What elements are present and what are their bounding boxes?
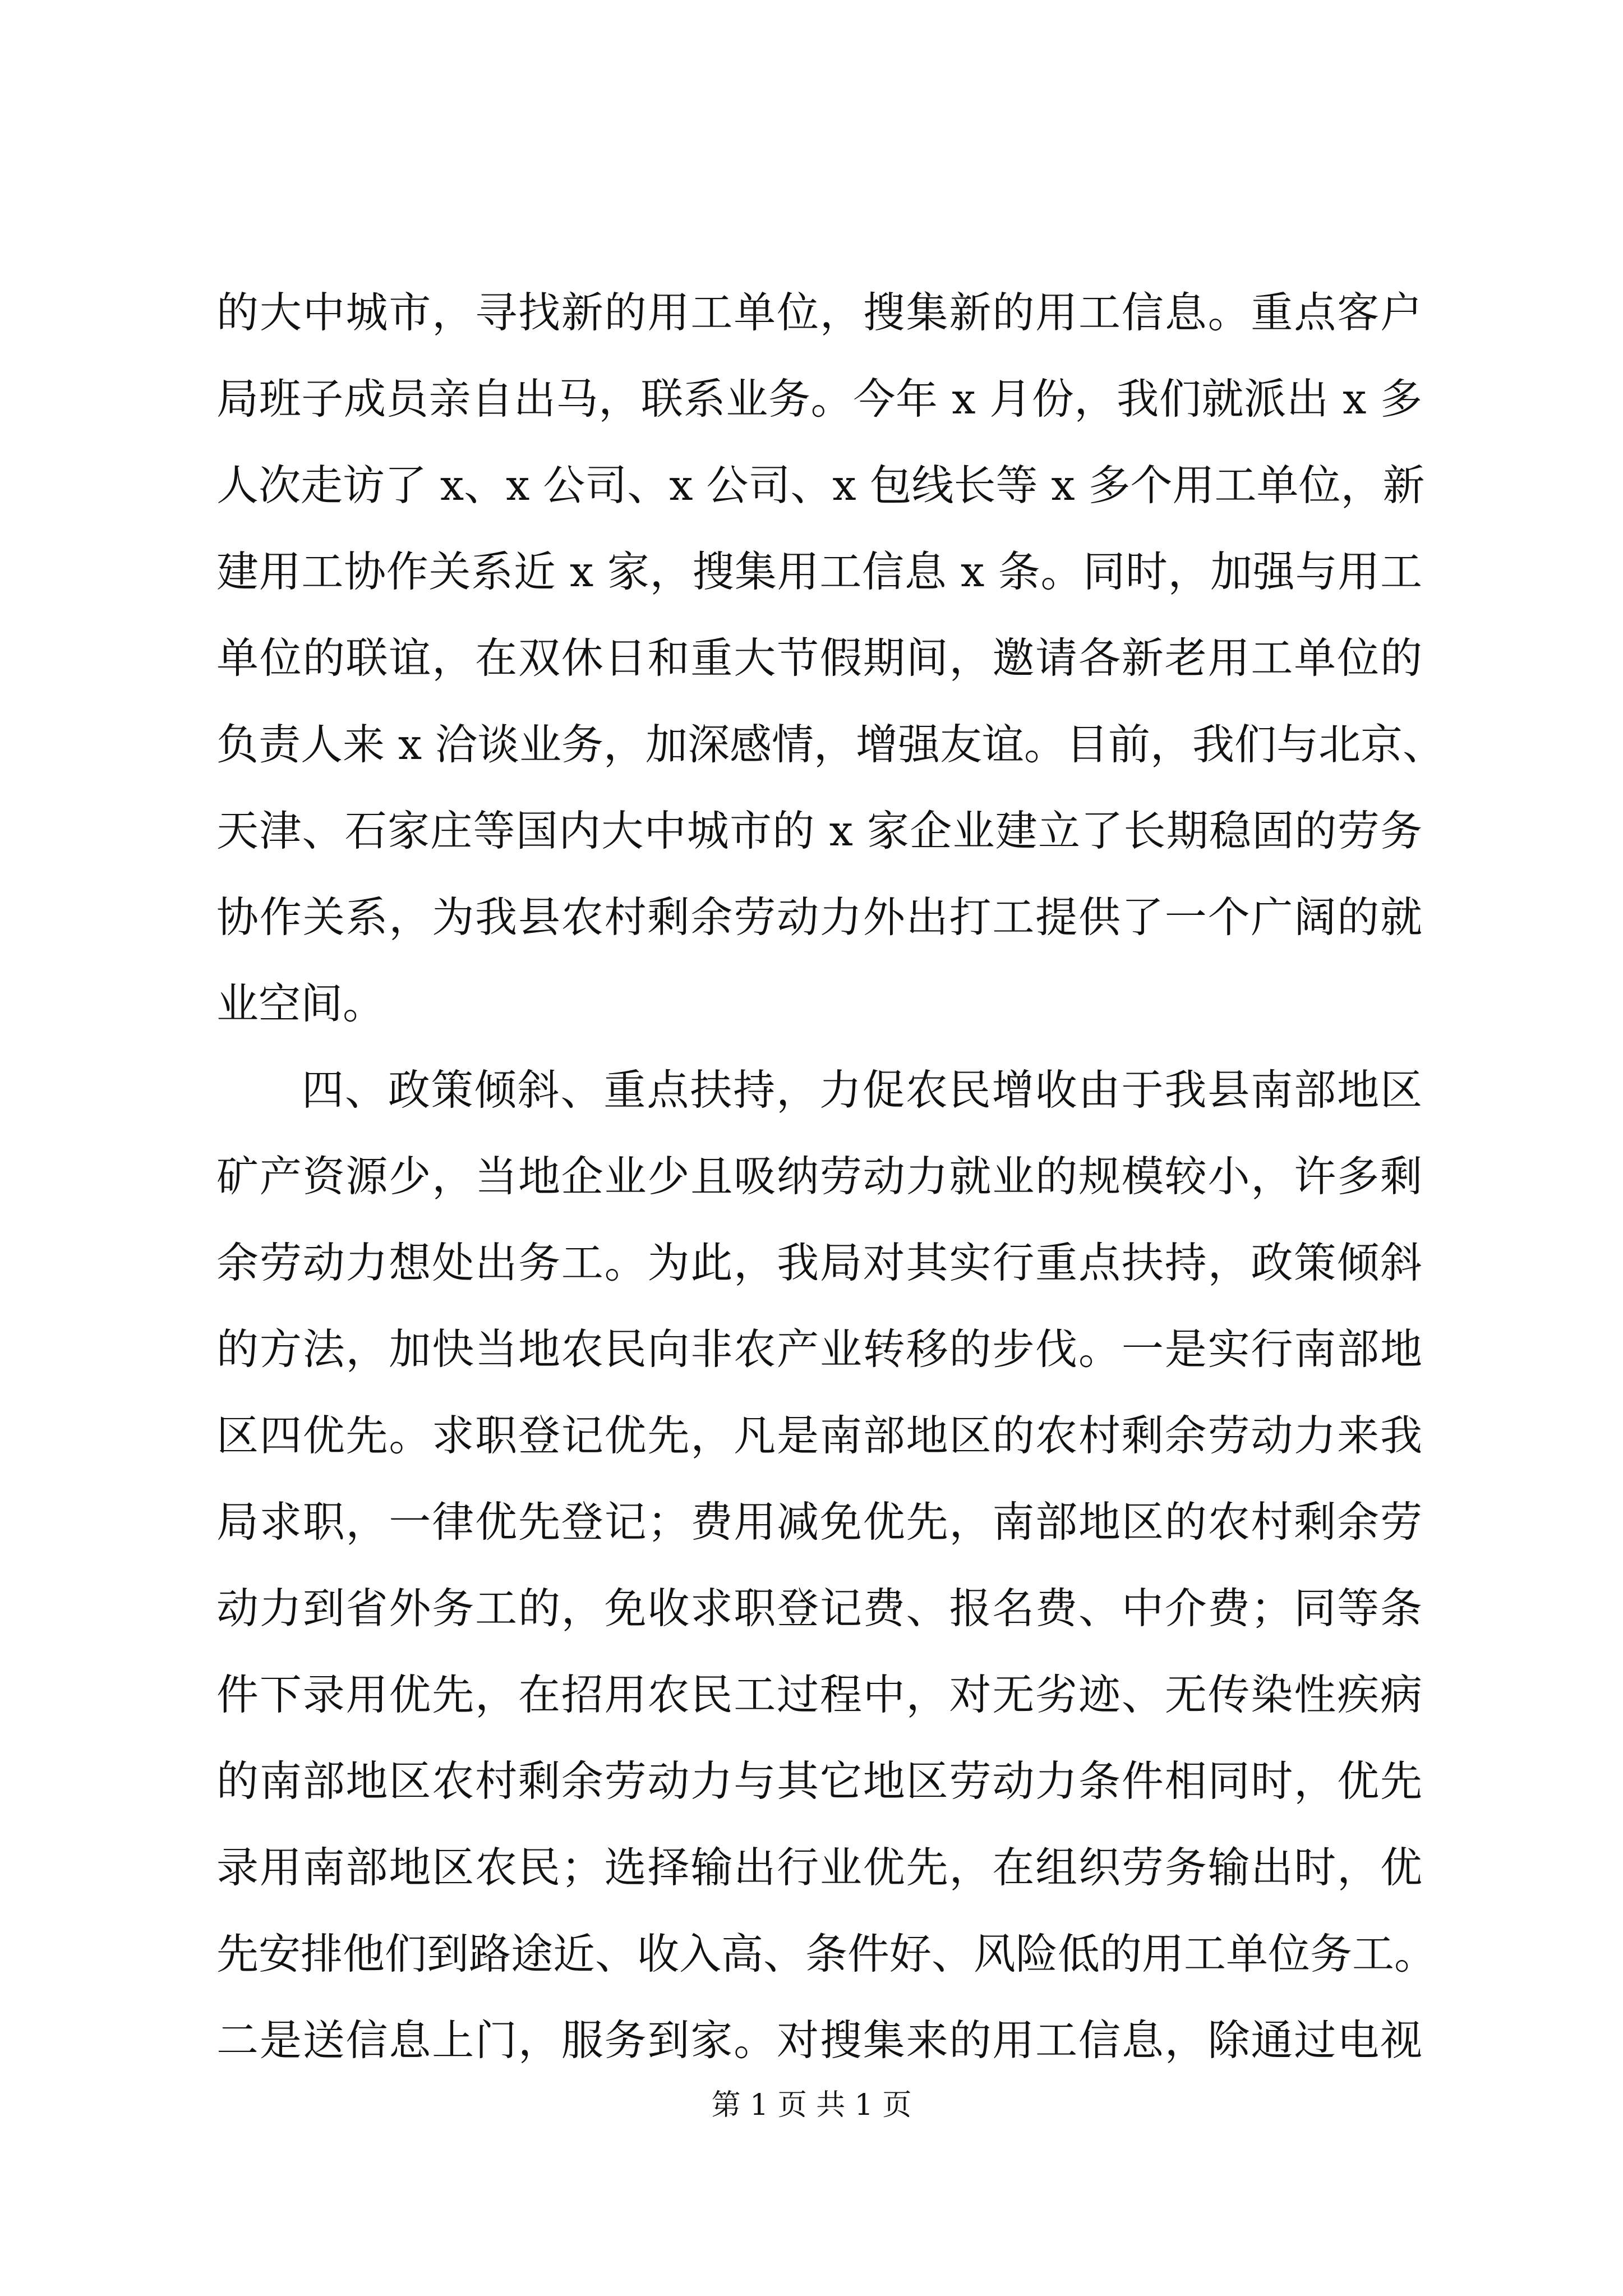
text-line: 区四优先。求职登记优先，凡是南部地区的农村剩余劳动力来我	[216, 1411, 1422, 1460]
text-line: 余劳动力想处出务工。为此，我局对其实行重点扶持，政策倾斜	[216, 1238, 1422, 1287]
text-line: 动力到省外务工的，免收求职登记费、报名费、中介费；同等条	[216, 1584, 1422, 1633]
text-line: 四、政策倾斜、重点扶持，力促农民增收由于我县南部地区	[302, 1065, 1422, 1115]
text-line: 人次走访了 x、x 公司、x 公司、x 包线长等 x 多个用工单位，新	[216, 461, 1425, 510]
text-line: 的大中城市，寻找新的用工单位，搜集新的用工信息。重点客户	[216, 288, 1422, 337]
paragraph-2	[216, 1047, 1437, 2083]
text-line: 矿产资源少，当地企业少且吸纳劳动力就业的规模较小，许多剩	[216, 1152, 1422, 1201]
text-line: 二是送信息上门，服务到家。对搜集来的用工信息，除通过电视	[216, 2016, 1422, 2065]
text-line: 协作关系，为我县农村剩余劳动力外出打工提供了一个广阔的就	[216, 892, 1422, 942]
page-number-footer: 第 1 页 共 1 页	[711, 2088, 912, 2122]
paragraph-1	[216, 269, 1445, 1047]
text-line: 先安排他们到路途近、收入高、条件好、风险低的用工单位务工。	[216, 1929, 1437, 1978]
text-line: 件下录用优先，在招用农民工过程中，对无劣迹、无传染性疾病	[216, 1670, 1422, 1719]
text-line: 单位的联谊，在双休日和重大节假期间，邀请各新老用工单位的	[216, 633, 1422, 683]
text-line: 业空间。	[216, 979, 385, 1028]
text-line: 局求职，一律优先登记；费用减免优先，南部地区的农村剩余劳	[216, 1497, 1422, 1547]
document-body	[216, 269, 1445, 2083]
text-line: 局班子成员亲自出马，联系业务。今年 x 月份，我们就派出 x 多	[216, 374, 1422, 424]
text-line: 负责人来 x 洽谈业务，加深感情，增强友谊。目前，我们与北京、	[216, 720, 1445, 769]
text-line: 天津、石家庄等国内大中城市的 x 家企业建立了长期稳固的劳务	[216, 806, 1422, 855]
text-line: 建用工协作关系近 x 家，搜集用工信息 x 条。同时，加强与用工	[216, 547, 1422, 596]
text-line: 录用南部地区农民；选择输出行业优先，在组织劳务输出时，优	[216, 1843, 1422, 1892]
text-line: 的方法，加快当地农民向非农产业转移的步伐。一是实行南部地	[216, 1324, 1422, 1374]
text-line: 的南部地区农村剩余劳动力与其它地区劳动力条件相同时，优先	[216, 1756, 1422, 1806]
